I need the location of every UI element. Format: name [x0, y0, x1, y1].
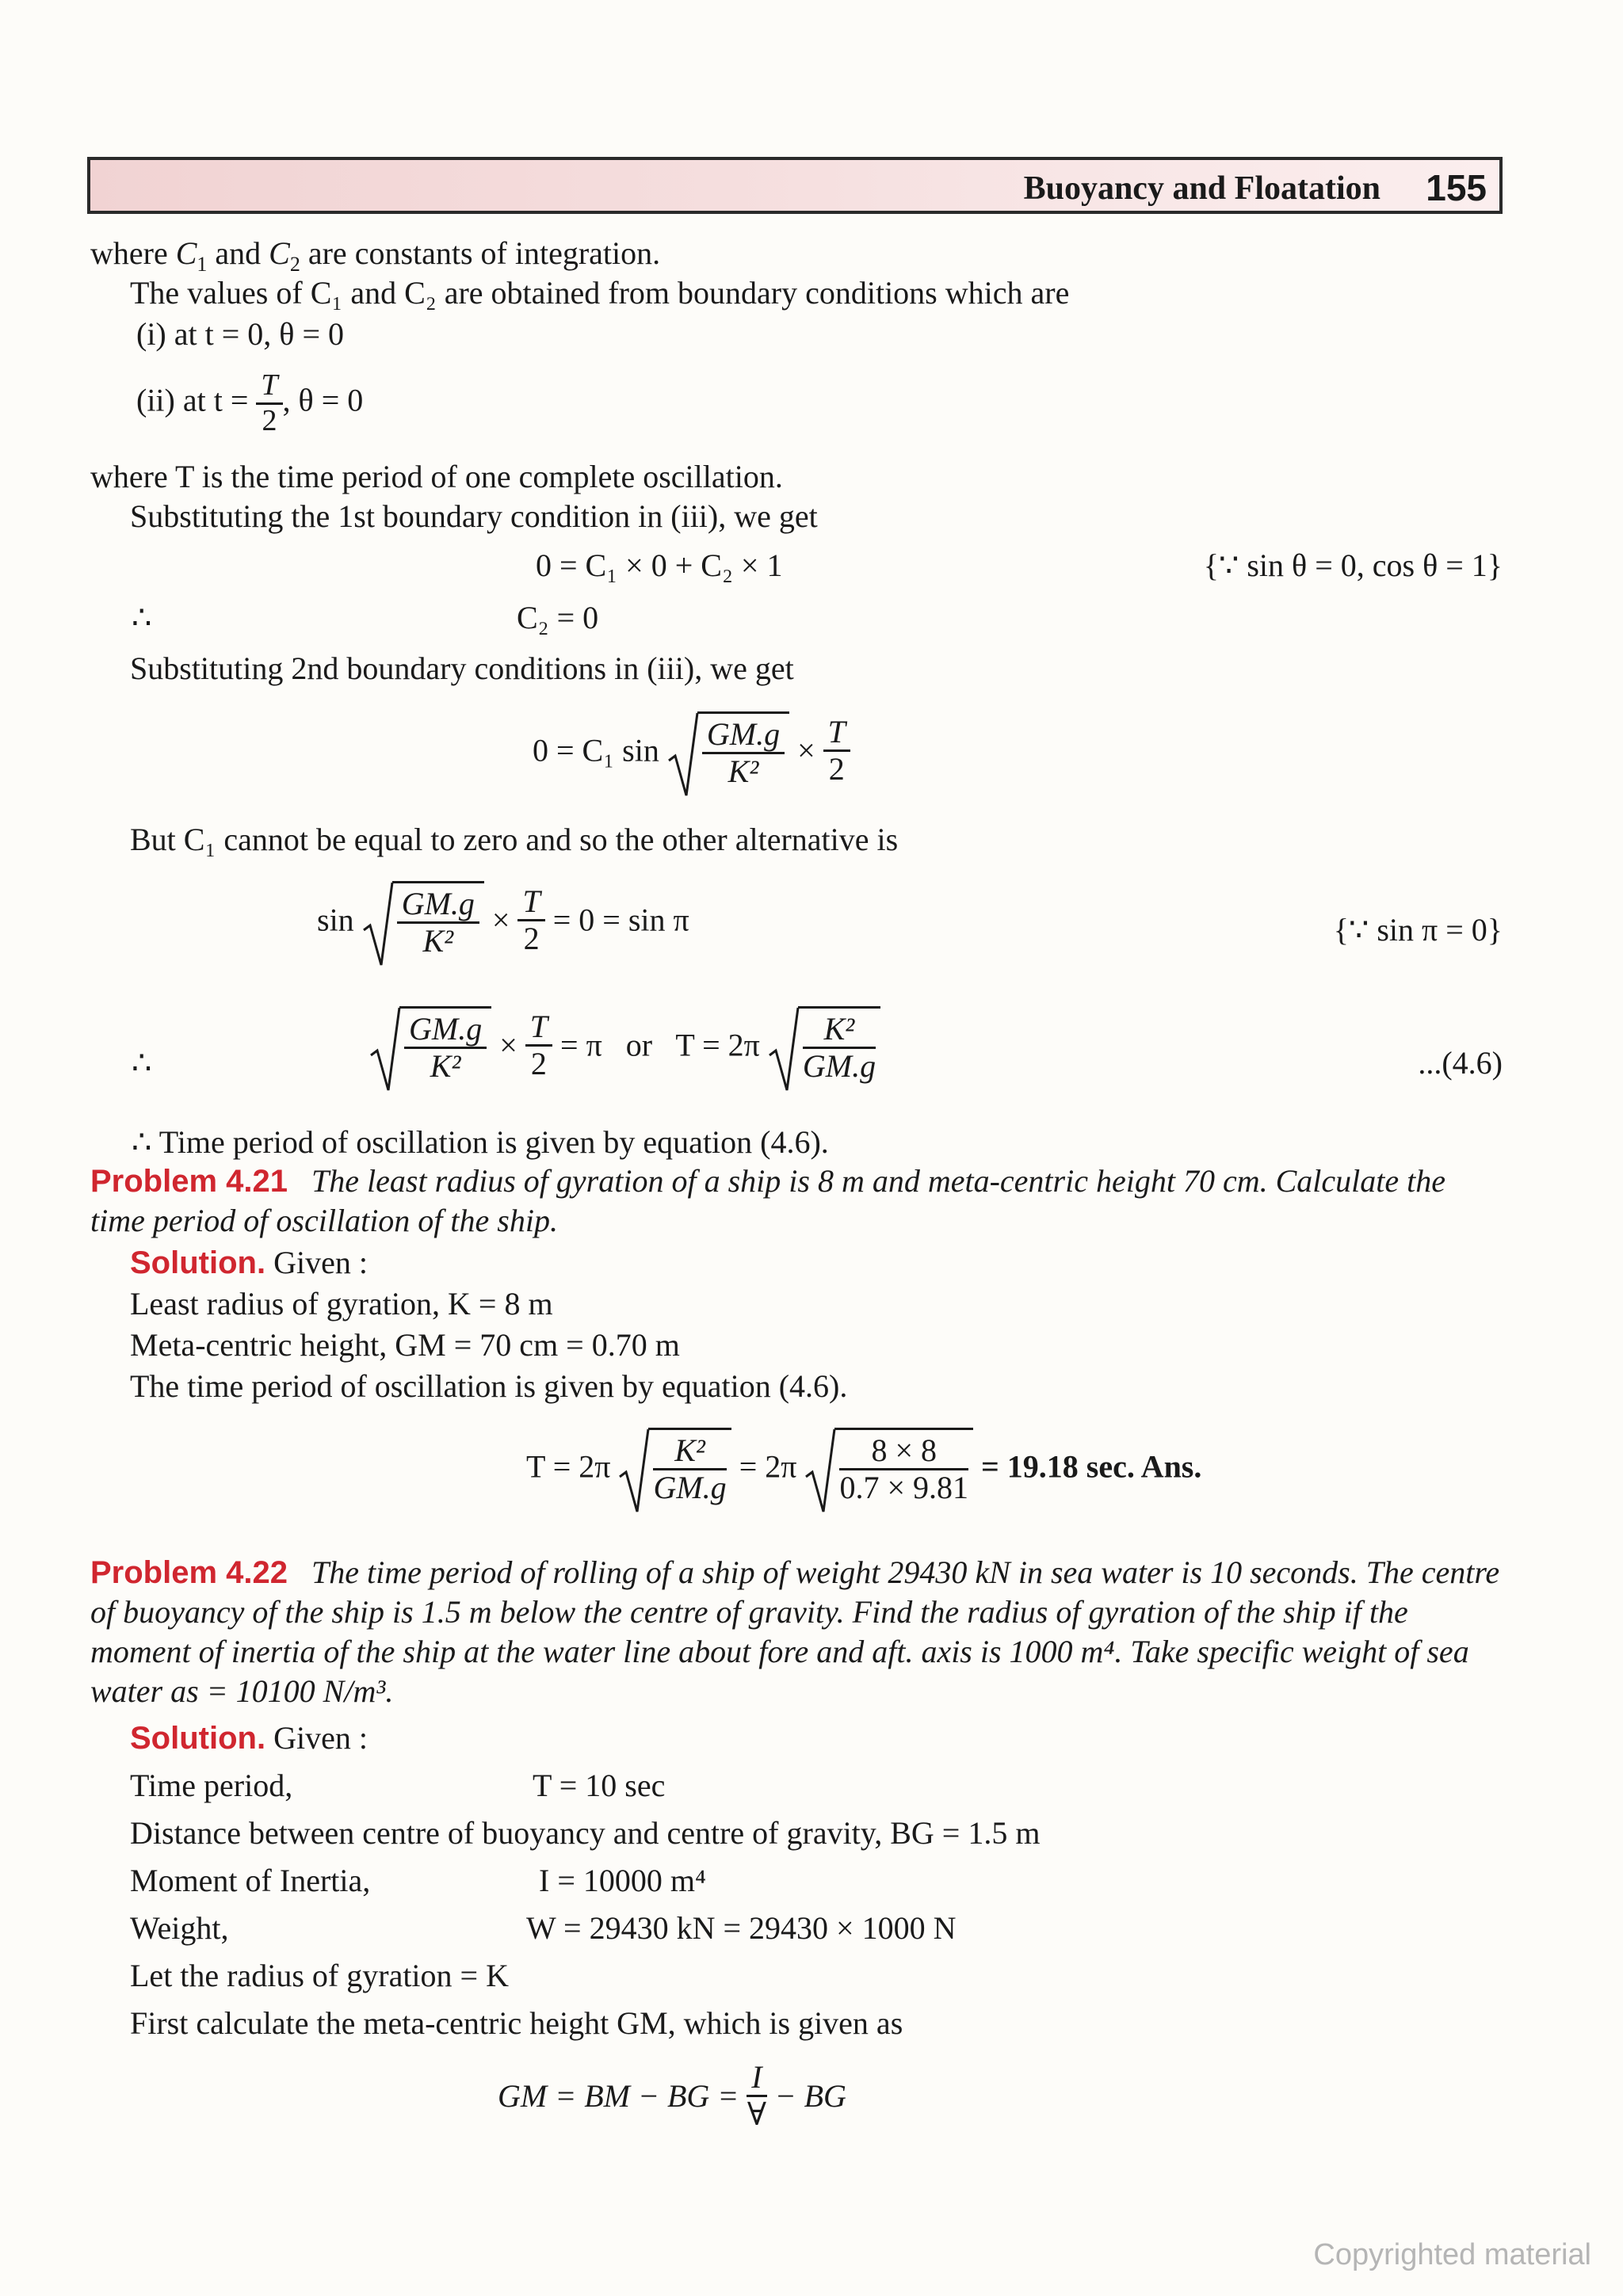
gm-intro: First calculate the meta-centric height GM, which is given as [130, 2005, 903, 2041]
solution-heading-2: Solution. Given : [130, 1720, 368, 1756]
problem-statement: The least radius of gyration of a ship is 8 m and meta-centric height 70 cm. Calculate the time period of oscillation of the ship. [90, 1163, 1445, 1238]
given-bg: Distance between centre of buoyancy and centre of gravity, BG = 1.5 m [130, 1815, 1041, 1851]
given-weight-label: Weight, [130, 1910, 229, 1946]
chapter-title: Buoyancy and Floatation [1023, 170, 1381, 207]
given-equation-ref: The time period of oscillation is given by equation (4.6). [130, 1368, 848, 1404]
given-time-value: T = 10 sec [533, 1768, 666, 1803]
given-inertia-label: Moment of Inertia, [130, 1863, 371, 1898]
condition-1: (i) at t = 0, θ = 0 [136, 316, 345, 352]
therefore-symbol: ∴ [132, 600, 152, 635]
boundary-intro: The values of C₁ and C₂ are obtained from boundary conditions which are [130, 275, 1070, 311]
copyright-watermark: Copyrighted material [1313, 2238, 1591, 2271]
solution-heading: Solution. Given : [130, 1245, 368, 1280]
equation-number: ...(4.6) [1418, 1045, 1503, 1081]
square-root: $\frac{GM.g}{\text{K²}}$ [667, 711, 789, 789]
page-number: 155 [1426, 167, 1487, 208]
equation-4: sin $\frac{GM.g}{\text{K²}}$ × $\frac{T}{2}$ = 0 = sin π [317, 881, 689, 959]
given-weight-value: W = 29430 kN = 29430 × 1000 N [526, 1910, 957, 1946]
but-line: But C₁ cannot be equal to zero and so the other alternative is [130, 822, 899, 857]
equation-1: 0 = C₁ × 0 + C₂ × 1 [536, 547, 783, 583]
problem-statement-2: The time period of rolling of a ship of weight 29430 kN in sea water is 10 seconds. The centre of buoyancy of the ship is 1.5 m below the centre of gravity. Find the radius of gyration of the ship if the moment of inertia of the ship at the water line about fore and aft. axis is 1000 m⁴. Take specific weight of sea water as = 10100 N/m³. [90, 1554, 1500, 1709]
equation-5: $\frac{GM.g}{\text{K²}}$ × $\frac{T}{2}$ = π or T = 2π $\frac{\text{K²}}{GM.g}$ [369, 1006, 880, 1084]
given-inertia-value: I = 10000 m⁴ [539, 1863, 706, 1898]
equation-1-note: {∵ sin θ = 0, cos θ = 1} [1203, 547, 1503, 583]
result-equation: T = 2π $\frac{\text{K²}}{GM.g}$ = 2π $\frac{8 \times 8}{0.7 \times 9.81}$ = 19.18 sec. Ans. [526, 1428, 1201, 1505]
problem-label: Problem 4.21 [90, 1164, 288, 1199]
condition-2: (ii) at t = $\frac{T}{2}$ , θ = 0 [136, 368, 364, 437]
constants-line: where $C_1$ and $C_2$ are constants of integration. [90, 235, 661, 276]
equation-3: 0 = C₁ sin $\frac{GM.g}{\text{K²}}$ × $\frac{T}{2}$ [533, 711, 850, 789]
substitution-1: Substituting the 1st boundary condition in (iii), we get [130, 498, 818, 534]
problem-4-22 [90, 1553, 1503, 1711]
therefore-symbol-2: ∴ [132, 1045, 152, 1081]
given-gm: Meta-centric height, GM = 70 cm = 0.70 m [130, 1327, 680, 1363]
problem-4-21 [90, 1161, 1503, 1241]
period-statement: ∴ Time period of oscillation is given by equation (4.6). [132, 1124, 829, 1160]
gm-equation: GM = BM − BG = $\frac{I}{\forall}$ − BG [498, 2059, 846, 2132]
given-time-label: Time period, [130, 1768, 293, 1803]
equation-4-note: {∵ sin π = 0} [1333, 912, 1503, 948]
time-period-definition: where T is the time period of one complete oscillation. [90, 459, 783, 494]
page-header [87, 157, 1503, 214]
radius-let: Let the radius of gyration = K [130, 1958, 509, 1993]
given-k: Least radius of gyration, K = 8 m [130, 1286, 553, 1322]
problem-label-2: Problem 4.22 [90, 1555, 288, 1590]
substitution-2: Substituting 2nd boundary conditions in (iii), we get [130, 650, 794, 686]
equation-2: C₂ = 0 [517, 600, 599, 635]
